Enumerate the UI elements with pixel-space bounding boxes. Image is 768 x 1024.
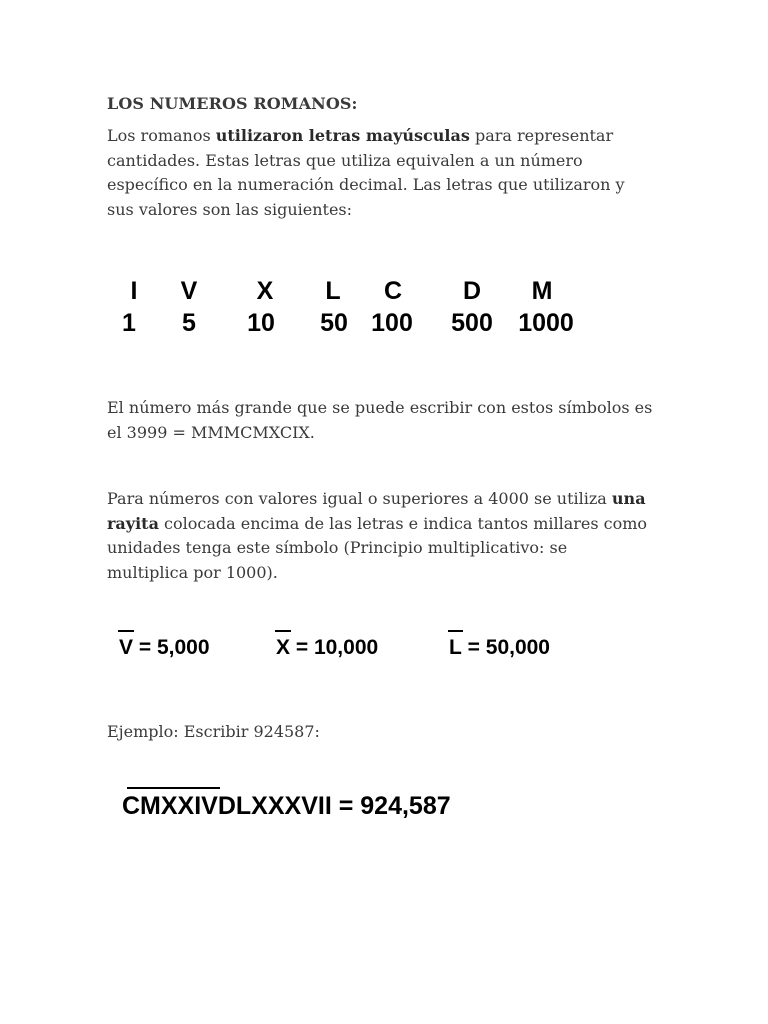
symbol-value: 500 bbox=[451, 309, 493, 337]
page-title: LOS NUMEROS ROMANOS: bbox=[107, 94, 358, 113]
symbol-letter: C bbox=[383, 277, 403, 305]
symbol-value: 5 bbox=[182, 309, 196, 337]
max-line-2: el 3999 = MMMCMXCIX. bbox=[107, 422, 315, 442]
symbol-value: 100 bbox=[371, 309, 413, 337]
intro-line-2: cantidades. Estas letras que utiliza equivalen a un número bbox=[107, 150, 583, 170]
intro-text: Los romanos bbox=[107, 126, 216, 145]
example-rest: DLXXXVII = 924,587 bbox=[217, 792, 451, 820]
intro-line-3: específico en la numeración decimal. Las letras que utilizaron y bbox=[107, 175, 625, 194]
bar-line-2 bbox=[107, 512, 667, 537]
overbar-example-x bbox=[276, 636, 378, 660]
symbol-letter: I bbox=[130, 277, 138, 305]
bar-line-3: unidades tenga este símbolo (Principio multiplicativo: se bbox=[107, 538, 568, 557]
overbar-letter: X bbox=[276, 636, 291, 659]
max-number-paragraph bbox=[107, 396, 667, 445]
overbar-equation: = 50,000 bbox=[461, 636, 550, 659]
overbar-letter: V bbox=[119, 636, 134, 659]
overbar-example-v bbox=[119, 636, 210, 660]
symbol-letter: V bbox=[180, 277, 198, 305]
symbol-letter: D bbox=[462, 277, 482, 305]
example-overbar bbox=[127, 787, 220, 789]
intro-line-1 bbox=[107, 124, 667, 149]
symbol-letter: M bbox=[531, 277, 553, 305]
symbol-letter: X bbox=[256, 277, 274, 305]
overbar-example-l bbox=[449, 636, 550, 660]
example-label: Ejemplo: Escribir 924587: bbox=[107, 722, 320, 741]
example-barred-part: CMXXIV bbox=[122, 792, 218, 820]
bar-bold-text: rayita bbox=[107, 513, 159, 533]
max-line-1: El número más grande que se puede escribir con estos símbolos es bbox=[107, 398, 653, 417]
bar-line-4: multiplica por 1000). bbox=[107, 562, 278, 582]
bar-rule-paragraph bbox=[107, 487, 667, 585]
overbar-letter: L bbox=[449, 636, 462, 659]
bar-text: colocada encima de las letras e indica tantos millares como bbox=[158, 513, 648, 533]
intro-bold-text: utilizaron letras mayúsculas bbox=[215, 126, 470, 145]
intro-line-4: sus valores son las siguientes: bbox=[107, 199, 353, 219]
bar-line-1 bbox=[107, 487, 667, 512]
symbol-value: 1000 bbox=[518, 309, 574, 337]
symbol-value: 10 bbox=[247, 309, 275, 337]
bar-text: Para números con valores igual o superiores a 4000 se utiliza bbox=[107, 489, 612, 508]
overbar-equation: = 5,000 bbox=[133, 636, 210, 659]
example-equation bbox=[122, 792, 451, 821]
symbol-letter: L bbox=[325, 277, 341, 305]
bar-bold-text: una bbox=[611, 489, 646, 508]
symbol-value: 1 bbox=[122, 309, 136, 337]
overbar-equation: = 10,000 bbox=[290, 636, 379, 659]
intro-text: para representar bbox=[469, 126, 614, 145]
intro-paragraph bbox=[107, 124, 667, 222]
symbol-value: 50 bbox=[320, 309, 348, 337]
